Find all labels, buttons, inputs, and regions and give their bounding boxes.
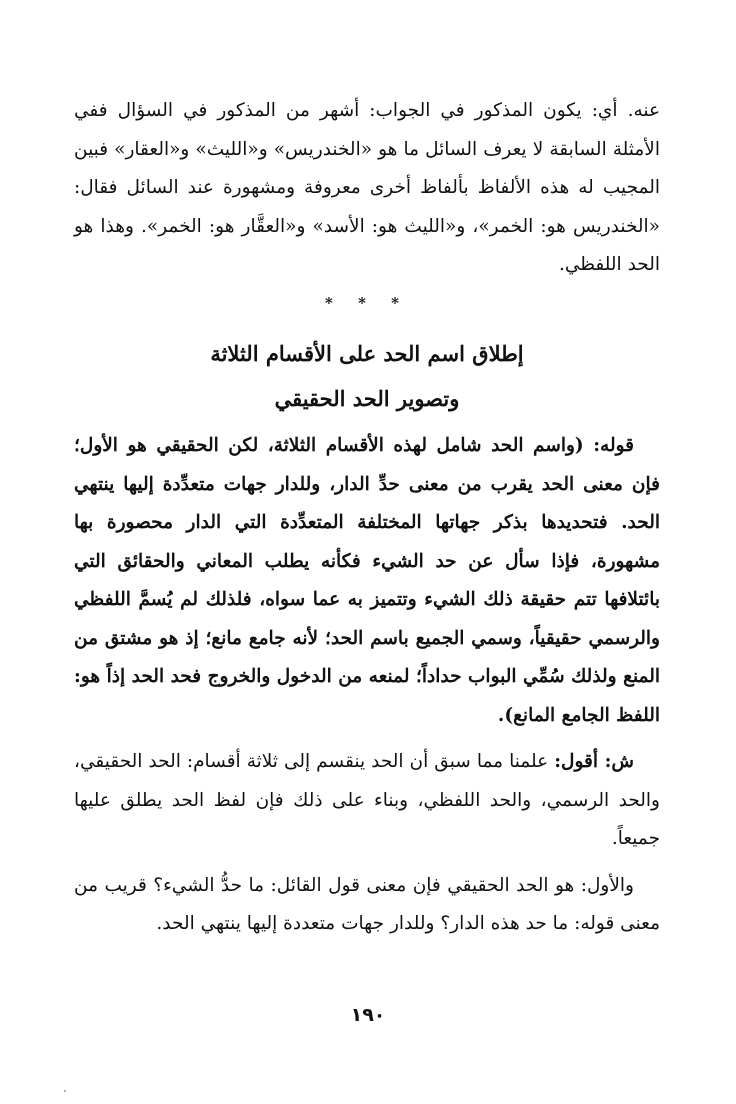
section-title xyxy=(74,331,660,421)
page-number: ١٩٠ xyxy=(350,1004,386,1026)
section-title-line-1: إطلاق اسم الحد على الأقسام الثلاثة xyxy=(210,341,524,366)
intro-paragraph: عنه. أي: يكون المذكور في الجواب: أشهر من المذكور في السؤال ففي الأمثلة السابقة لا يعرف السائل ما هو «الخندريس» و«الليث» و«العقار» فبين المجيب له هذه الألفاظ بألفاظ أخرى معروفة ومشهورة عند السائل فقال: «الخندريس هو: الخمر»، و«الليث هو: الأسد» و«العقَّار هو: الخمر». وهذا هو الحد اللفظي. xyxy=(74,100,660,275)
section-title-line-2: وتصوير الحد الحقيقي xyxy=(274,386,460,411)
quote-paragraph: قوله: (واسم الحد شامل لهذه الأقسام الثلاثة، لكن الحقيقي هو الأول؛ فإن معنى الحد يقرب من معنى حدِّ الدار، وللدار جهات متعدِّدة إليها ينتهي الحد. فتحديدها بذكر جهاتها المختلفة المتعدِّدة التي الدار محصورة بها مشهورة، فإذا سأل عن حد الشيء فكأنه يطلب المعاني والحقائق التي بائتلافها تتم حقيقة ذلك الشيء وتتميز به عما سواه، فلذلك لم يُسمَّ اللفظي والرسمي حقيقياً، وسمي الجميع باسم الحد؛ لأنه جامع مانع؛ إذ هو مشتق من المنع ولذلك سُمِّي البواب حداداً؛ لمنعه من الدخول والخروج فحد الحد إذاً هو: اللفظ الجامع المانع). xyxy=(74,435,660,726)
commentary-paragraph-1-text: علمنا مما سبق أن الحد ينقسم إلى ثلاثة أقسام: الحد الحقيقي، والحد الرسمي، والحد اللفظي، وبناء على ذلك فإن لفظ الحد يطلق عليها جميعاً. xyxy=(74,751,660,849)
commentary-lead: ش: أقول: xyxy=(554,751,634,772)
section-separator: * * * xyxy=(325,294,409,312)
commentary-paragraph-1 xyxy=(74,743,660,859)
commentary-paragraph-2: والأول: هو الحد الحقيقي فإن معنى قول القائل: ما حدُّ الشيء؟ قريب من معنى قوله: ما حد هذه الدار؟ وللدار جهات متعددة إليها ينتهي الحد. xyxy=(74,874,660,934)
scan-speck xyxy=(64,1090,66,1092)
